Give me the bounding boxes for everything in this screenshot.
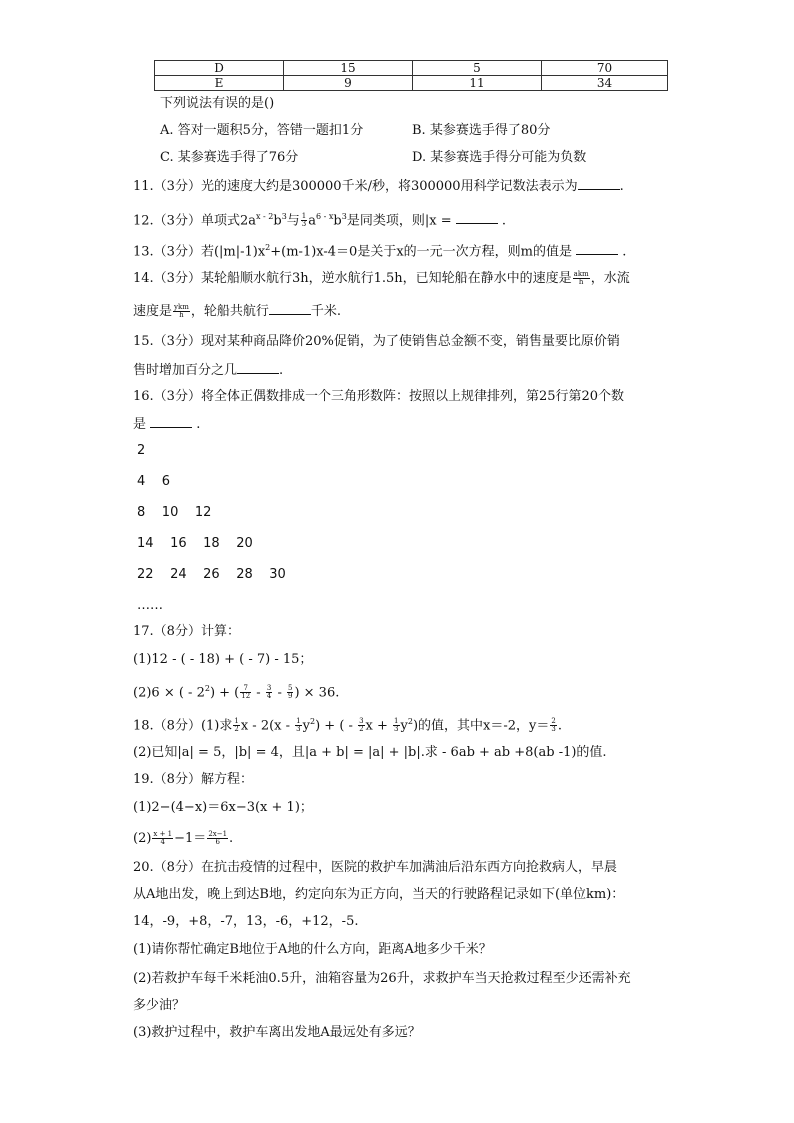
q18-text: ) + ( - bbox=[315, 718, 358, 734]
question-20-part-2a: (2)若救护车每千米耗油0.5升，油箱容量为26升，求救护车当天抢救过程至少还需补充 bbox=[133, 971, 631, 986]
question-16-line-2 bbox=[133, 415, 200, 434]
question-11 bbox=[133, 177, 624, 196]
question-17-part-1: (1)12 - ( - 18) + ( - 7) - 15； bbox=[133, 652, 313, 667]
exponent: 2 bbox=[265, 243, 271, 252]
q14-text: 千米. bbox=[310, 304, 342, 319]
q12-end: . bbox=[501, 213, 507, 229]
table-cell: 9 bbox=[284, 76, 413, 91]
answer-blank bbox=[237, 361, 279, 374]
table-row bbox=[155, 76, 668, 91]
q19-text: (2) bbox=[133, 831, 152, 846]
q18-text: y bbox=[302, 718, 310, 734]
table-cell: 15 bbox=[284, 61, 413, 76]
question-15-line-1: 15.（3分）现对某种商品降价20%促销，为了使销售总金额不变，销售量要比原价销 bbox=[133, 334, 620, 349]
q18-text: . bbox=[557, 718, 562, 734]
fraction: $\frac{1}{3}$ bbox=[301, 212, 307, 229]
question-20-line-2: 从A地出发，晚上到达B地，约定向东为正方向，当天的行驶路程记录如下(单位km)： bbox=[133, 887, 625, 902]
q17-text: ) + ( bbox=[209, 685, 240, 701]
q18-text: x - 2(x - bbox=[240, 718, 295, 734]
question-17-part-2 bbox=[133, 680, 339, 702]
question-18-part-2: (2)已知|a| = 5，|b| = 4，且|a + b| = |a| + |b|.求 - 6ab + ab +8(ab -1)的值. bbox=[133, 745, 607, 760]
exponent: x - 2 bbox=[255, 212, 274, 221]
q12-text: b bbox=[333, 213, 342, 229]
fraction: $\frac{3}{4}$ bbox=[266, 684, 272, 701]
q15-end: . bbox=[279, 363, 284, 378]
q12-text: b bbox=[273, 213, 282, 229]
q17-text: (2)6 × ( - 2 bbox=[133, 685, 205, 701]
fraction: $\frac{2}{3}$ bbox=[551, 717, 556, 734]
answer-blank bbox=[578, 177, 620, 190]
q12-text: 12.（3分）单项式2a bbox=[133, 213, 256, 229]
score-table bbox=[154, 60, 668, 91]
q17-text: ) × 36. bbox=[294, 685, 340, 701]
q14-text: 14.（3分）某轮船顺水航行3h，逆水航行1.5h，已知轮船在静水中的速度是 bbox=[133, 271, 572, 286]
q11-text: 11.（3分）光的速度大约是300000千米/秒，将300000用科学记数法表示为 bbox=[133, 179, 578, 194]
question-19-part-1: (1)2−(4−x)＝6x−3(x + 1)； bbox=[133, 800, 313, 815]
triangle-row: 8 10 12 bbox=[137, 505, 212, 520]
table-cell: 11 bbox=[413, 76, 542, 91]
q14-text: ，水流 bbox=[590, 271, 630, 286]
q13-text: 13.（3分）若(|m|-1)x bbox=[133, 244, 266, 260]
q14-text: ，轮船共航行 bbox=[190, 304, 269, 319]
question-20-part-1: (1)请你帮忙确定B地位于A地的什么方向，距离A地多少千米？ bbox=[133, 942, 492, 957]
fraction: $\frac{5}{9}$ bbox=[287, 684, 293, 701]
answer-blank bbox=[269, 302, 311, 315]
fraction: $\frac{1}{2}$ bbox=[234, 717, 239, 734]
triangle-row: 22 24 26 28 30 bbox=[137, 567, 286, 582]
triangle-row: 2 bbox=[137, 443, 146, 458]
q10-option-a: A. 答对一题积5分，答错一题扣1分 bbox=[160, 123, 364, 138]
fraction: $\frac{7}{12}$ bbox=[241, 684, 251, 701]
q13-end: . bbox=[622, 244, 627, 260]
q16-text: 是 bbox=[133, 417, 147, 432]
q12-text: 与 bbox=[286, 213, 300, 229]
table-cell: 70 bbox=[542, 61, 668, 76]
exponent: 3 bbox=[281, 212, 287, 221]
q16-end: . bbox=[196, 417, 201, 432]
table-cell: E bbox=[155, 76, 284, 91]
exponent: 6 - x bbox=[316, 212, 334, 221]
q14-text: 速度是 bbox=[133, 304, 173, 319]
fraction: $\frac{2x-1}{6}$ bbox=[208, 830, 228, 846]
q10-stem: 下列说法有误的是() bbox=[160, 96, 275, 111]
triangle-row: …… bbox=[137, 598, 163, 613]
q15-text: 售时增加百分之几 bbox=[133, 363, 238, 378]
answer-blank bbox=[576, 242, 618, 255]
question-12 bbox=[133, 208, 506, 230]
fraction: $\frac{3}{2}$ bbox=[359, 717, 364, 734]
fraction: $\frac{\text{ykm}}{h}$ bbox=[174, 303, 189, 319]
q19-text: . bbox=[229, 831, 234, 846]
answer-blank bbox=[150, 415, 192, 428]
table-cell: D bbox=[155, 61, 284, 76]
q12-text: 是同类项，则|x = bbox=[346, 213, 452, 229]
exponent: 3 bbox=[341, 212, 347, 221]
q19-text: −1＝ bbox=[174, 831, 207, 846]
question-16-line-1: 16.（3分）将全体正偶数排成一个三角形数阵：按照以上规律排列，第25行第20个数 bbox=[133, 389, 625, 404]
fraction: $\frac{1}{3}$ bbox=[394, 717, 399, 734]
question-18-part-1 bbox=[133, 713, 562, 735]
question-15-line-2 bbox=[133, 361, 283, 380]
question-19-part-2 bbox=[133, 830, 233, 848]
question-13 bbox=[133, 239, 626, 261]
question-20-data: 14，-9，+8，-7，13，-6，+12，-5. bbox=[133, 914, 359, 929]
triangle-row: 14 16 18 20 bbox=[137, 536, 253, 551]
q11-end: . bbox=[619, 179, 624, 194]
q17-text: - bbox=[273, 685, 286, 701]
fraction: $\frac{x + 1}{4}$ bbox=[153, 830, 173, 846]
fraction: $\frac{\text{akm}}{h}$ bbox=[573, 270, 589, 286]
answer-blank bbox=[456, 211, 498, 224]
question-19-title: 19.（8分）解方程： bbox=[133, 772, 253, 787]
q12-text: a bbox=[308, 213, 317, 229]
table-cell: 34 bbox=[542, 76, 668, 91]
q13-text: +(m-1)x-4＝0是关于x的一元一次方程，则m的值是 bbox=[270, 244, 572, 260]
question-20-line-1: 20.（8分）在抗击疫情的过程中，医院的救护车加满油后沿东西方向抢救病人，早晨 bbox=[133, 860, 617, 875]
question-14-line-2 bbox=[133, 302, 341, 321]
table-row bbox=[155, 61, 668, 76]
triangle-row: 4 6 bbox=[137, 474, 171, 489]
question-14-line-1 bbox=[133, 270, 630, 288]
q17-text: - bbox=[252, 685, 265, 701]
table-cell: 5 bbox=[413, 61, 542, 76]
question-20-part-2b: 多少油？ bbox=[133, 998, 186, 1013]
fraction: $\frac{1}{3}$ bbox=[296, 717, 301, 734]
q10-option-c: C. 某参赛选手得了76分 bbox=[160, 150, 299, 165]
q10-option-b: B. 某参赛选手得了80分 bbox=[412, 123, 551, 138]
q18-text: )的值，其中x＝-2，y＝ bbox=[412, 718, 550, 734]
question-20-part-3: (3)救护过程中，救护车离出发地A最远处有多远？ bbox=[133, 1025, 421, 1040]
q18-text: x + bbox=[365, 718, 393, 734]
exponent: 2 bbox=[204, 684, 210, 693]
exponent: 2 bbox=[407, 717, 413, 726]
exponent: 2 bbox=[310, 717, 316, 726]
q18-text: 18.（8分）(1)求 bbox=[133, 718, 233, 734]
q10-option-d: D. 某参赛选手得分可能为负数 bbox=[412, 150, 587, 165]
q18-text: y bbox=[400, 718, 408, 734]
question-17-title: 17.（8分）计算： bbox=[133, 624, 240, 639]
